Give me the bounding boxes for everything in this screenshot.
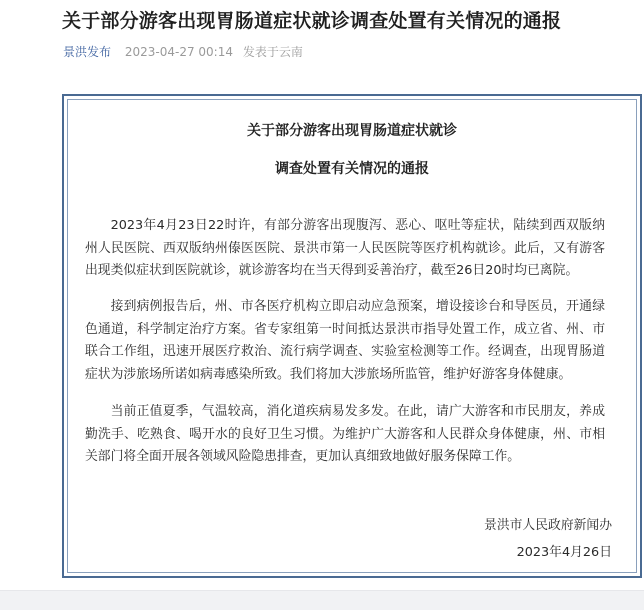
notice-inner-border [67, 99, 637, 573]
notice-heading-line2: 调查处置有关情况的通报 [275, 161, 429, 177]
publish-time: 2023-04-27 00:14 [124, 45, 233, 59]
publish-location: 发表于云南 [242, 45, 303, 59]
signature-date: 2023年4月26日 [516, 545, 612, 560]
signature-org: 景洪市人民政府新闻办 [484, 518, 612, 533]
notice-paragraph-2: 接到病例报告后，州、市各医疗机构立即启动应急预案，增设接诊台和导医员，开通绿色通道，科学制定治疗方案。省专家组第一时间抵达景洪市指导处置工作，成立省、州、市联合工作组，迅速开展医疗救治、流行病学调查、实验室检测等工作。经调查，出现胃肠道症状为涉旅场所诺如病毒感染所致。我们将加大涉旅场所监管，维护好游客身体健康。 [85, 299, 605, 382]
notice-image [62, 94, 642, 578]
notice-heading-line1: 关于部分游客出现胃肠道症状就诊 [247, 123, 457, 139]
article-meta [63, 44, 303, 60]
article-title: 关于部分游客出现胃肠道症状就诊调查处置有关情况的通报 [62, 10, 562, 32]
notice-paragraph-3: 当前正值夏季，气温较高，消化道疾病易发多发。在此，请广大游客和市民朋友，养成勤洗手、吃熟食、喝开水的良好卫生习惯。为维护广大游客和人民群众身体健康，州、市相关部门将全面开展各领域风险隐患排查，更加认真细致地做好服务保障工作。 [85, 404, 605, 464]
bottom-strip [0, 590, 644, 610]
author-link[interactable]: 景洪发布 [63, 45, 112, 59]
notice-paragraph-1: 2023年4月23日22时许，有部分游客出现腹泻、恶心、呕吐等症状，陆续到西双版纳州人民医院、西双版纳州傣医医院、景洪市第一人民医院等医疗机构就诊。此后，又有游客出现类似症状到医院就诊，就诊游客均在当天得到妥善治疗，截至26日20时均已离院。 [85, 218, 605, 278]
